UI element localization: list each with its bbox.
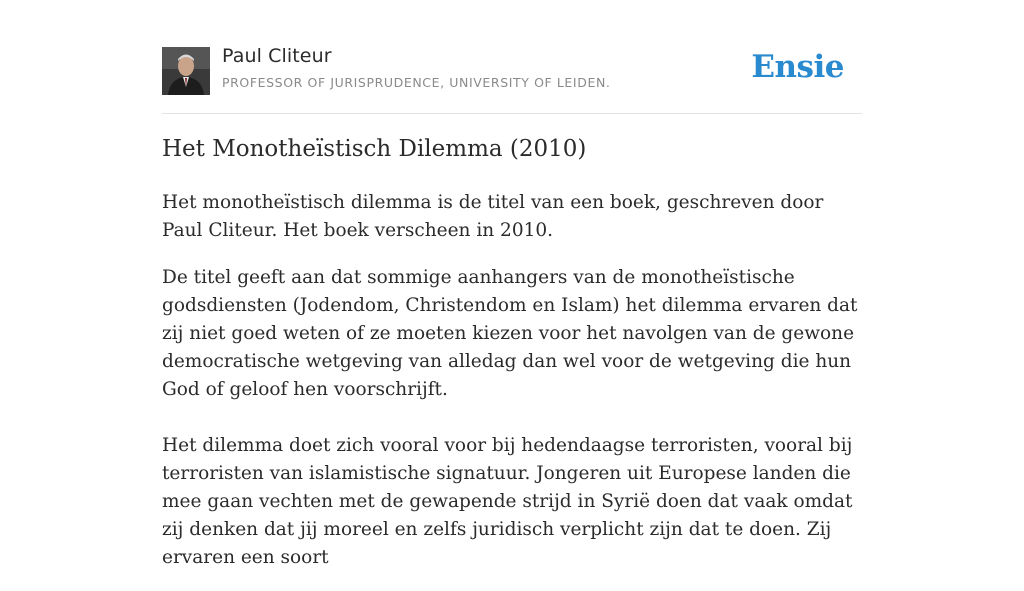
paragraph: De titel geeft aan dat sommige aanhangers van de monotheïstische godsdiensten (Jodendom, Christendom en Islam) het dilemma ervaren dat zij niet goed weten of ze moeten kiezen voor het navolgen van de gewone democratische wetgeving van alledag dan wel voor de wetgeving die hun God of geloof hen voorschrijft. <box>162 267 858 400</box>
article-body <box>162 189 862 591</box>
author-header <box>162 0 862 114</box>
author-portrait-icon <box>162 47 210 95</box>
paragraph: Het monotheïstisch dilemma is de titel van een boek, geschreven door Paul Cliteur. Het boek verscheen in 2010. <box>162 192 824 241</box>
paragraph: Het dilemma doet zich vooral voor bij hedendaagse terroristen, vooral bij terroristen van islamistische signatuur. Jongeren uit Europese landen die mee gaan vechten met de gewapende strijd in Syrië doen dat vaak omdat zij denken dat jij moreel en zelfs juridisch verplicht zijn dat te doen. Zij ervaren een soort <box>162 435 853 568</box>
ensie-logo[interactable]: Ensie <box>751 49 844 85</box>
article-container <box>162 0 862 568</box>
author-name[interactable]: Paul Cliteur <box>222 45 332 67</box>
article-title: Het Monotheïstisch Dilemma (2010) <box>162 136 587 162</box>
author-role: PROFESSOR OF JURISPRUDENCE, UNIVERSITY OF LEIDEN. <box>222 75 611 90</box>
author-avatar[interactable] <box>162 47 210 95</box>
